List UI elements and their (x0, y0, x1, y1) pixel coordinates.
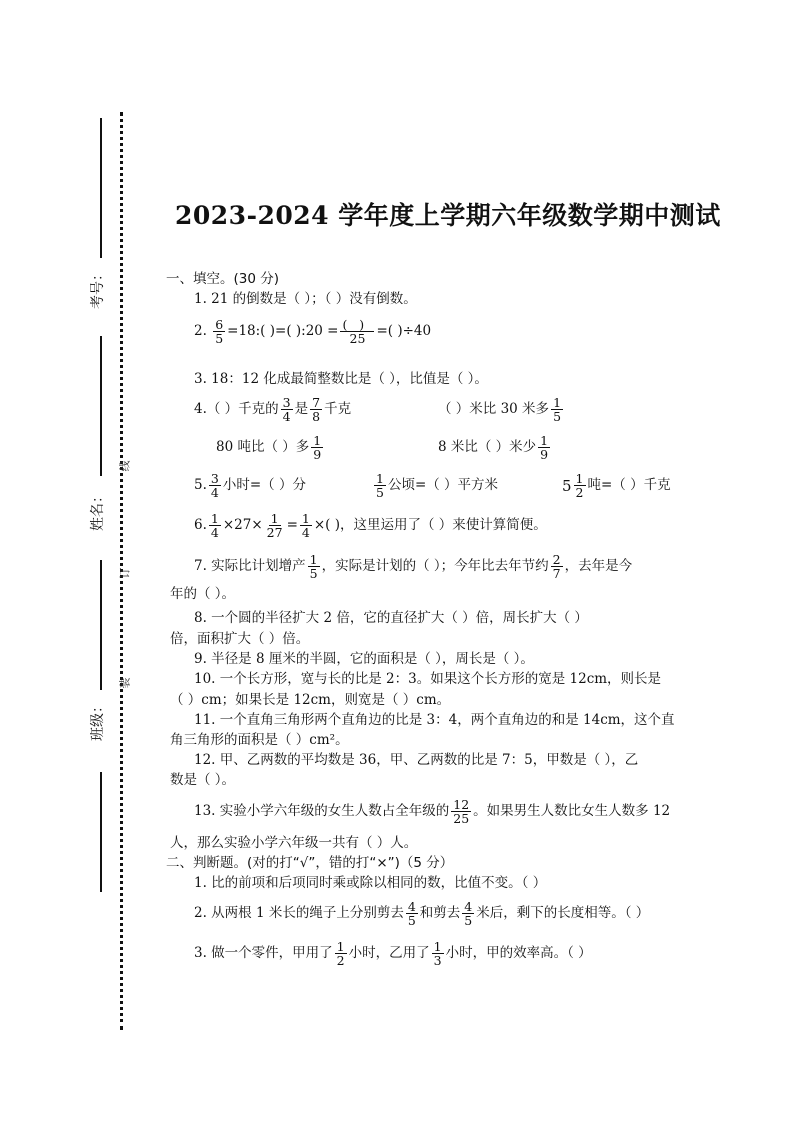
judge-2: 2. 从两根 1 米长的绳子上分别剪去 $\frac{4}{5}$ 和剪去 $\frac{4}{5}$ 米后，剩下的长度相等。（ ） (194, 899, 650, 928)
q6-fraction-3: $\frac{1}{4}$ (301, 511, 310, 540)
q4-row-2-right: 8 米比（ ）米少 $\frac{1}{9}$ (438, 433, 549, 462)
q4-row-1-right: （ ）米比 30 米多 $\frac{1}{5}$ (438, 395, 562, 424)
cut-char-3: 线 (118, 460, 132, 472)
judge-2-fraction-2: $\frac{4}{5}$ (464, 899, 473, 928)
cut-char-2: 装 (118, 677, 132, 689)
q7-line-1: 7. 实际比计划增产 $\frac{1}{5}$ ，实际是计划的（ ）；今年比去年节约 $\frac{2}{7}$ ，去年是今 (194, 552, 633, 581)
q5-fraction-2: $\frac{1}{5}$ (376, 471, 384, 500)
q2-text-2: =( )÷40 (376, 323, 432, 339)
q12-line-2: 数是（ ）。 (170, 772, 236, 788)
q4-fraction-1: $\frac{3}{4}$ (282, 395, 291, 424)
class-underline (100, 560, 102, 690)
q8-line-1: 8. 一个圆的半径扩大 2 倍，它的直径扩大（ ）倍，周长扩大（ ） (194, 610, 588, 626)
q2-fraction-1: $\frac{6}{5}$ (215, 317, 224, 346)
q13-line-2: 人，那么实验小学六年级一共有（ ）人。 (170, 835, 418, 851)
q6-fraction-1: $\frac{1}{4}$ (210, 511, 219, 540)
judge-3-fraction-2: $\frac{1}{3}$ (433, 939, 442, 968)
q10-line-1: 10. 一个长方形，宽与长的比是 2：3。如果这个长方形的宽是 12cm，则长是 (194, 671, 662, 687)
q2-fraction-2: $\frac{( )}{25}$ (340, 318, 374, 345)
q4-fraction-3: $\frac{1}{5}$ (553, 395, 562, 424)
q7-fraction-1: $\frac{1}{5}$ (309, 552, 318, 581)
q5-part-1: 5. $\frac{3}{4}$ 小时=（ ）分 (194, 471, 306, 500)
q13-fraction: $\frac{12}{25}$ (453, 797, 470, 826)
judge-3-fraction-1: $\frac{1}{2}$ (336, 939, 345, 968)
q8-line-2: 倍，面积扩大（ ）倍。 (170, 631, 310, 647)
q3: 3. 18：12 化成最简整数比是（ ），比值是（ ）。 (194, 371, 488, 387)
q4-row-2-left: 80 吨比（ ）多 $\frac{1}{9}$ (216, 433, 322, 462)
q7-fraction-2: $\frac{2}{7}$ (552, 552, 561, 581)
q10-line-2: （ ）cm；如果长是 12cm，则宽是（ ）cm。 (170, 692, 451, 708)
q6: 6. $\frac{1}{4}$ ×27× $\frac{1}{27}$ = $\frac{1}{4}$ ×( )，这里运用了（ ）来使计算简便。 (194, 511, 547, 540)
q4-fraction-2: $\frac{7}{8}$ (312, 395, 321, 424)
class-label: 班级： (90, 699, 106, 741)
q13-line-1: 13. 实验小学六年级的女生人数占全年级的 $\frac{12}{25}$ 。如果男生人数比女生人数多 12 (194, 797, 671, 826)
q5-mixed-number: 5 $\frac{1}{2}$ (562, 471, 584, 500)
name-underline (100, 336, 102, 476)
section-2-heading: 二、判断题。(对的打“√”，错的打“×”)（5 分） (166, 855, 454, 871)
q5-part-3: 5 $\frac{1}{2}$ 吨=（ ）千克 (562, 471, 671, 500)
q6-fraction-2: $\frac{1}{27}$ (266, 511, 283, 540)
page-title: 2023-2024 学年度上学期六年级数学期中测试 (175, 201, 721, 230)
q4-row-1: 4.（ ）千克的 $\frac{3}{4}$ 是 $\frac{7}{8}$ 千克 (194, 395, 352, 424)
q11-line-2: 角三角形的面积是（ ）cm²。 (170, 732, 349, 748)
cut-char-1: 订 (118, 567, 132, 579)
q2-num: 2. (194, 323, 207, 339)
q7-line-2: 年的（ ）。 (170, 586, 236, 602)
q4-fraction-4: $\frac{1}{9}$ (313, 433, 322, 462)
judge-3: 3. 做一个零件，甲用了 $\frac{1}{2}$ 小时，乙用了 $\frac{1}{3}$ 小时，甲的效率高。（ ） (194, 939, 592, 968)
q9: 9. 半径是 8 厘米的半圆，它的面积是（ ），周长是（ ）。 (194, 651, 534, 667)
q11-line-1: 11. 一个直角三角形两个直角边的比是 3：4，两个直角边的和是 14cm，这个直 (194, 712, 675, 728)
judge-1: 1. 比的前项和后项同时乘或除以相同的数，比值不变。（ ） (194, 875, 547, 891)
exam-no-underline (100, 118, 102, 258)
q12-line-1: 12. 甲、乙两数的平均数是 36，甲、乙两数的比是 7：5，甲数是（ ），乙 (194, 752, 639, 768)
q4-fraction-5: $\frac{1}{9}$ (540, 433, 549, 462)
section-1-heading: 一、填空。(30 分) (166, 271, 280, 287)
q2 (194, 318, 431, 345)
bottom-underline (100, 772, 102, 892)
q5-part-2: $\frac{1}{5}$ 公顷=（ ）平方米 (376, 471, 499, 500)
q1: 1. 21 的倒数是（ ）；（ ）没有倒数。 (194, 291, 417, 307)
name-label: 姓名： (90, 489, 106, 531)
q2-text-1: =18:( )=( ):20 = (227, 323, 339, 339)
exam-no-label: 考号： (90, 267, 106, 309)
q2-blank-numerator: ( ) (342, 317, 365, 332)
judge-2-fraction-1: $\frac{4}{5}$ (407, 899, 416, 928)
q5-fraction-1: $\frac{3}{4}$ (210, 471, 219, 500)
